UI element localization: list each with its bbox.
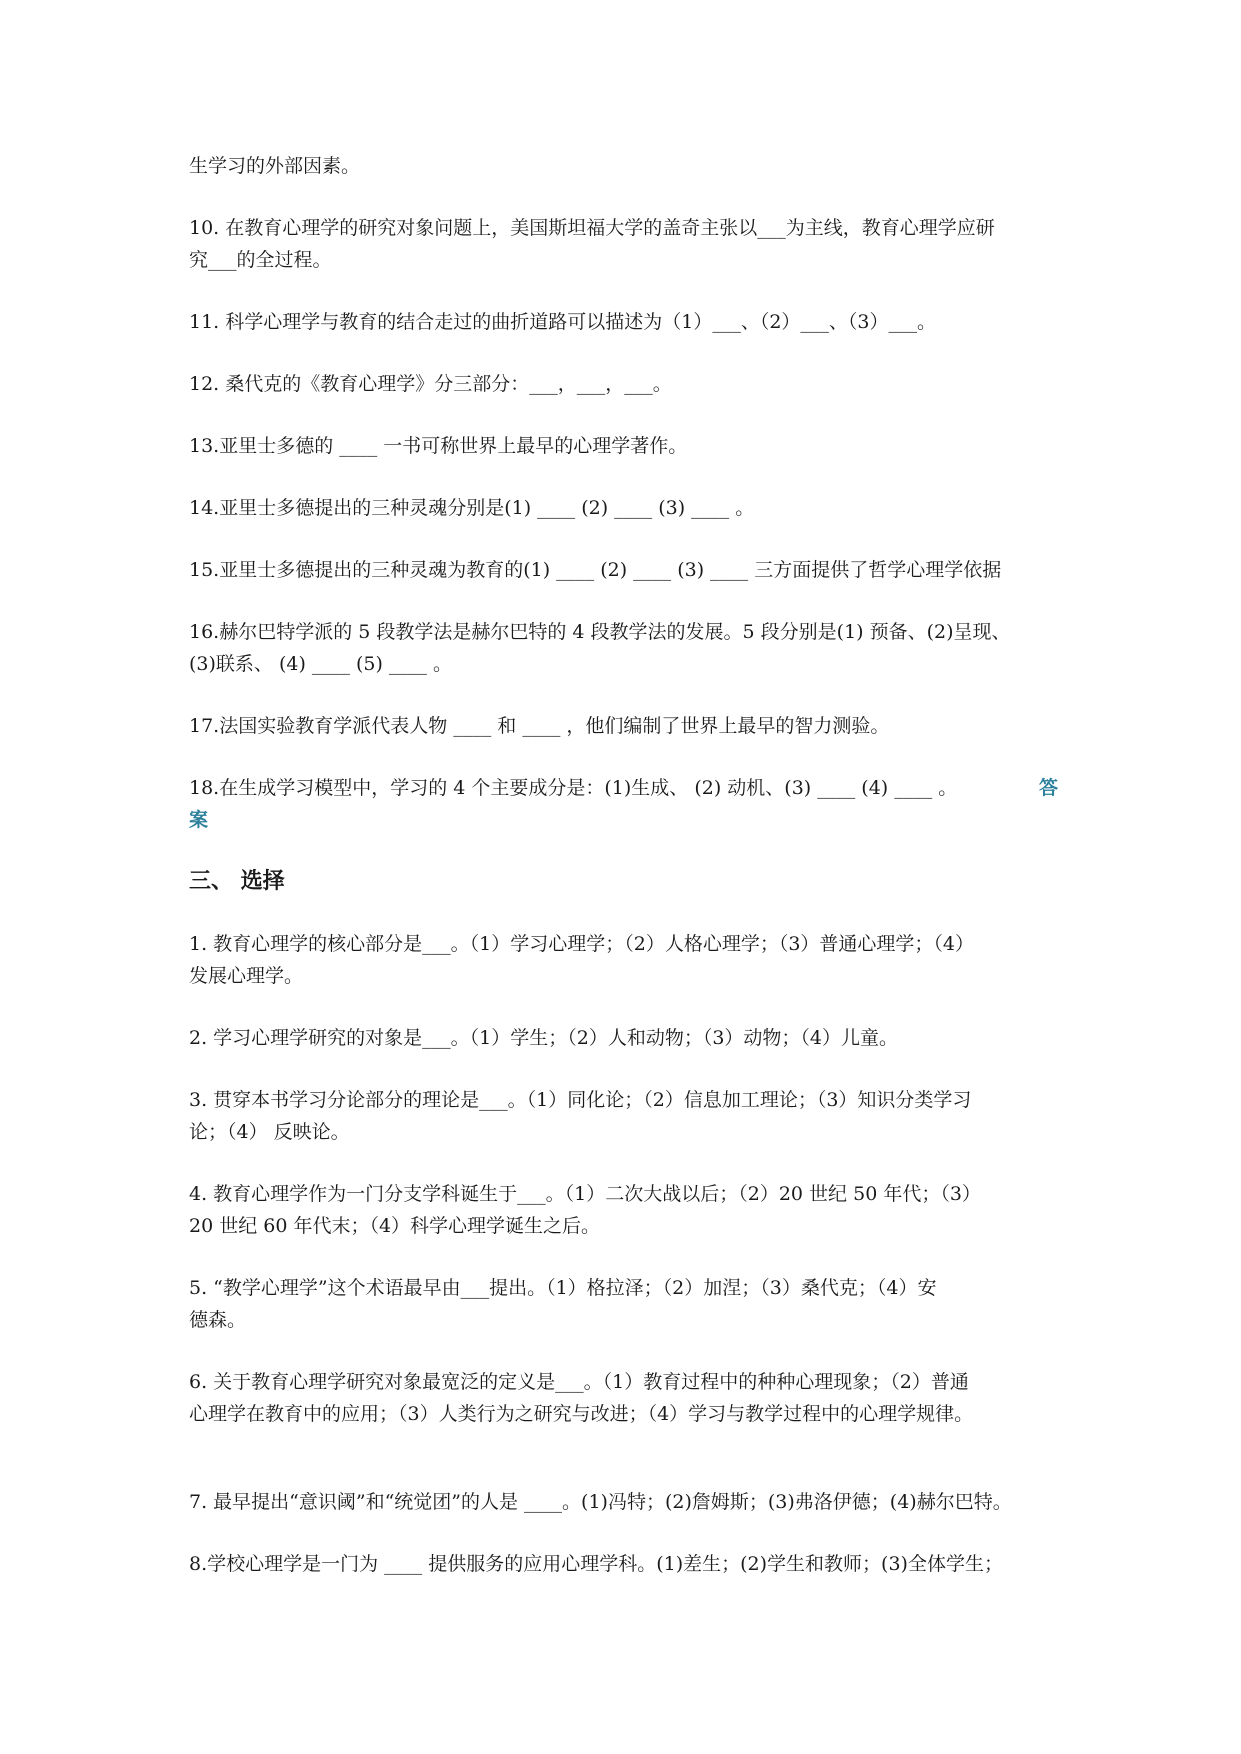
text-line: 17.法国实验教育学派代表人物 ____ 和 ____ ，他们编制了世界上最早的智力测验。 [189, 715, 890, 737]
question-continuation [189, 150, 1059, 182]
text-line: 8.学校心理学是一门为 ____ 提供服务的应用心理学科。(1)差生；(2)学生和教师；(3)全体学生； [189, 1553, 1003, 1575]
question-14 [189, 492, 1059, 524]
text-line: 3. 贯穿本书学习分论部分的理论是___。（1）同化论；（2）信息加工理论；（3）知识分类学习 [189, 1089, 972, 1111]
text-line: 心理学在教育中的应用；（3）人类行为之研究与改进；（4）学习与教学过程中的心理学规律。 [189, 1403, 974, 1425]
choice-question-1 [189, 928, 1059, 992]
text-line: 2. 学习心理学研究的对象是___。（1）学生；（2）人和动物；（3）动物；（4）儿童。 [189, 1027, 899, 1049]
question-17 [189, 710, 1059, 742]
choice-question-4 [189, 1178, 1059, 1242]
choice-question-7 [189, 1486, 1059, 1518]
answer-link-part1[interactable]: 答 [1039, 777, 1059, 799]
text-line: 16.赫尔巴特学派的 5 段教学法是赫尔巴特的 4 段教学法的发展。5 段分别是(1) 预备、(2)呈现、 [189, 621, 1011, 643]
choice-question-6 [189, 1366, 1059, 1430]
choice-question-3 [189, 1084, 1059, 1148]
text-line: 4. 教育心理学作为一门分支学科诞生于___。（1）二次大战以后；（2）20 世纪 50 年代；（3） [189, 1183, 981, 1205]
spacer [189, 1460, 1059, 1486]
choice-question-2 [189, 1022, 1059, 1054]
text-line: 1. 教育心理学的核心部分是___。（1）学习心理学；（2）人格心理学；（3）普通心理学；（4） [189, 933, 975, 955]
answer-link-part2[interactable]: 案 [189, 809, 209, 831]
text-line: 发展心理学。 [189, 965, 304, 987]
choice-question-5 [189, 1272, 1059, 1336]
text-line: 12. 桑代克的《教育心理学》分三部分：___，___，___。 [189, 373, 672, 395]
question-18 [189, 772, 1059, 836]
text-line: 生学习的外部因素。 [189, 155, 361, 177]
question-10 [189, 212, 1059, 276]
text-line: 20 世纪 60 年代末；（4）科学心理学诞生之后。 [189, 1215, 601, 1237]
text-line: 7. 最早提出“意识阈”和“统觉团”的人是 ____。(1)冯特；(2)詹姆斯；(3)弗洛伊德；(4)赫尔巴特。 [189, 1491, 1012, 1513]
question-12 [189, 368, 1059, 400]
text-line: 论；（4） 反映论。 [189, 1121, 350, 1143]
text-line: 6. 关于教育心理学研究对象最宽泛的定义是___。（1）教育过程中的种种心理现象；（2）普通 [189, 1371, 969, 1393]
text-line: 13.亚里士多德的 ____ 一书可称世界上最早的心理学著作。 [189, 435, 688, 457]
question-18-text: 18.在生成学习模型中，学习的 4 个主要成分是：(1)生成、 (2) 动机、(3) ____ (4) ____ 。 [189, 777, 958, 799]
text-line: 德森。 [189, 1309, 247, 1331]
text-line: 15.亚里士多德提出的三种灵魂为教育的(1) ____ (2) ____ (3) ____ 三方面提供了哲学心理学依据 [189, 559, 1002, 581]
text-line: 究___的全过程。 [189, 249, 332, 271]
text-line: (3)联系、 (4) ____ (5) ____ 。 [189, 653, 452, 675]
question-11 [189, 306, 1059, 338]
choice-question-8 [189, 1548, 1059, 1580]
text-line: 10. 在教育心理学的研究对象问题上，美国斯坦福大学的盖奇主张以___为主线，教育心理学应研 [189, 217, 995, 239]
section-heading-choice: 三、 选择 [189, 869, 285, 894]
question-13 [189, 430, 1059, 462]
text-line: 5. “教学心理学”这个术语最早由___提出。（1）格拉泽；（2）加涅；（3）桑代克；（4）安 [189, 1277, 937, 1299]
document-content [189, 150, 1059, 1610]
text-line: 11. 科学心理学与教育的结合走过的曲折道路可以描述为（1）___、（2）___、（3）___。 [189, 311, 937, 333]
question-15 [189, 554, 1059, 586]
text-line: 14.亚里士多德提出的三种灵魂分别是(1) ____ (2) ____ (3) ____ 。 [189, 497, 755, 519]
text-line [189, 772, 1059, 804]
text-line [189, 804, 1059, 836]
question-16 [189, 616, 1059, 680]
